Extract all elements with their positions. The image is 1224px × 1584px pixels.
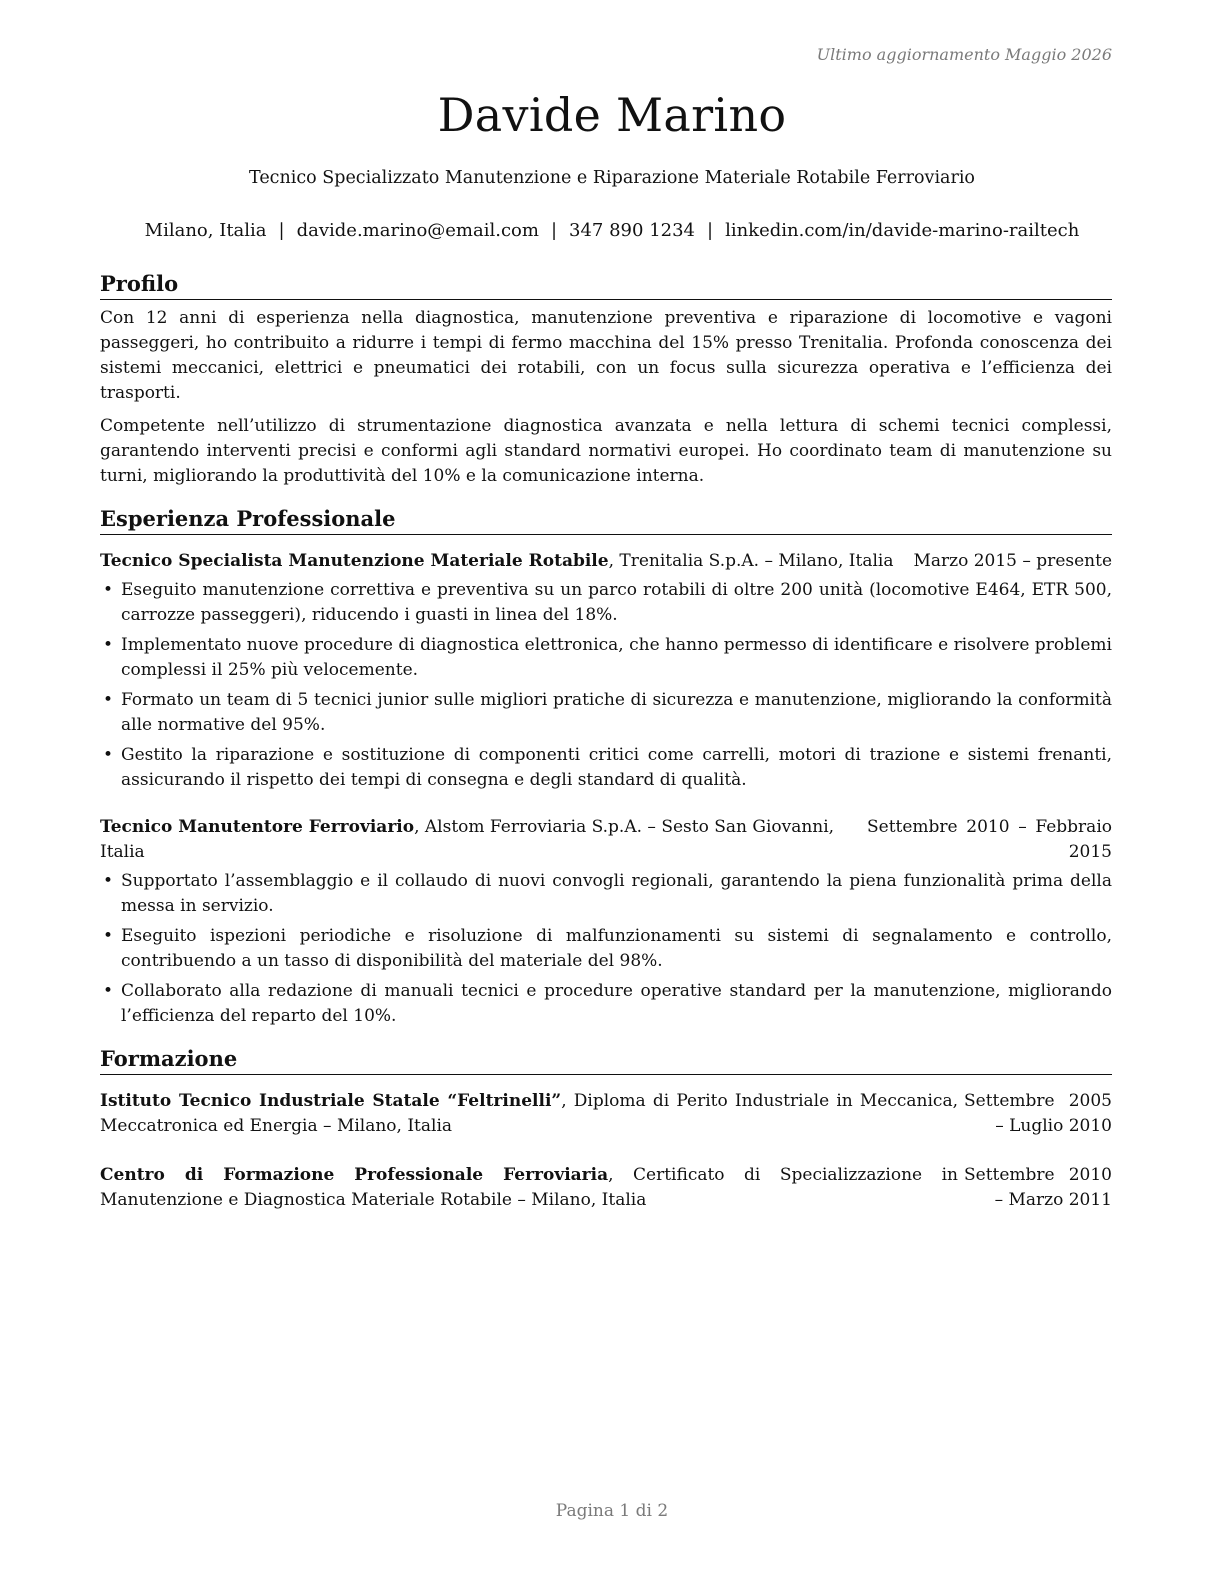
education-school: Istituto Tecnico Industriale Statale “Feltrinelli” xyxy=(100,1091,562,1111)
contact-location: Milano, Italia xyxy=(144,220,267,241)
page-number: Pagina 1 di 2 xyxy=(555,1501,669,1521)
job-entry xyxy=(100,549,1112,793)
education-description xyxy=(100,1163,958,1213)
education-dates: Settembre 2005 – Luglio 2010 xyxy=(964,1091,1112,1136)
education-detail: , Certificato di Specializzazione in Manutenzione e Diagnostica Materiale Rotabile – Milano, Italia xyxy=(100,1165,958,1210)
bullet-item: • Eseguito ispezioni periodiche e risoluzione di malfunzionamenti su sistemi di segnalamento e controllo, contribuendo a un tasso di disponibilità del materiale del 98%. xyxy=(100,924,1112,974)
contact-email[interactable]: davide.marino@email.com xyxy=(296,220,539,241)
job-title-line xyxy=(100,815,855,865)
job-title-line xyxy=(100,549,901,574)
job-company: , Alstom Ferroviaria S.p.A. – Sesto San Giovanni, Italia xyxy=(100,817,835,862)
job-role: Tecnico Manutentore Ferroviario xyxy=(100,817,415,837)
section-heading: Profilo xyxy=(100,270,1112,300)
job-bullets xyxy=(100,869,1112,1029)
job-bullets xyxy=(100,578,1112,793)
education-description xyxy=(100,1089,958,1139)
last-updated: Ultimo aggiornamento Maggio 2026 xyxy=(816,45,1112,64)
contact-line xyxy=(0,220,1224,241)
job-header xyxy=(100,549,1112,574)
bullet-item: • Implementato nuove procedure di diagnostica elettronica, che hanno permesso di identificare e risolvere problemi complessi il 25% più velocemente. xyxy=(100,633,1112,683)
education-school: Centro di Formazione Professionale Ferroviaria xyxy=(100,1165,609,1185)
section-heading: Esperienza Professionale xyxy=(100,505,1112,535)
separator: | xyxy=(550,220,558,241)
profile-section xyxy=(100,270,1112,489)
profile-paragraph: Con 12 anni di esperienza nella diagnostica, manutenzione preventiva e riparazione di locomotive e vagoni passeggeri, ho contribuito a ridurre i tempi di fermo macchina del 15% presso Trenitalia. Profonda conoscenza dei sistemi meccanici, elettrici e pneumatici dei rotabili, con un focus sulla sicurezza operativa e l’efficienza dei trasporti. xyxy=(100,308,1112,403)
bullet-item: • Gestito la riparazione e sostituzione di componenti critici come carrelli, motori di trazione e sistemi frenanti, assicurando il rispetto dei tempi di consegna e degli standard di qualità. xyxy=(100,743,1112,793)
education-dates: Settembre 2010 – Marzo 2011 xyxy=(964,1165,1112,1210)
headline: Tecnico Specializzato Manutenzione e Riparazione Materiale Rotabile Ferroviario xyxy=(249,168,975,188)
job-dates: Marzo 2015 – presente xyxy=(913,551,1112,571)
contact-linkedin[interactable]: linkedin.com/in/davide-marino-railtech xyxy=(725,220,1080,241)
profile-paragraph: Competente nell’utilizzo di strumentazione diagnostica avanzata e nella lettura di schemi tecnici complessi, garantendo interventi precisi e conformi agli standard normativi europei. Ho coordinato team di manutenzione su turni, migliorando la produttività del 10% e la comunicazione interna. xyxy=(100,416,1112,486)
candidate-name: Davide Marino xyxy=(437,88,787,142)
job-dates: Settembre 2010 – Febbraio 2015 xyxy=(867,817,1112,862)
bullet-item: • Eseguito manutenzione correttiva e preventiva su un parco rotabili di oltre 200 unità (locomotive E464, ETR 500, carrozze passeggeri), riducendo i guasti in linea del 18%. xyxy=(100,578,1112,628)
education-detail: , Diploma di Perito Industriale in Meccanica, Meccatronica ed Energia – Milano, Italia xyxy=(100,1091,958,1136)
bullet-item: • Supportato l’assemblaggio e il collaudo di nuovi convogli regionali, garantendo la piena funzionalità prima della messa in servizio. xyxy=(100,869,1112,919)
education-entry xyxy=(100,1089,1112,1139)
job-role: Tecnico Specialista Manutenzione Materiale Rotabile xyxy=(100,551,609,571)
education-section xyxy=(100,1045,1112,1213)
separator: | xyxy=(278,220,285,241)
contact-phone: 347 890 1234 xyxy=(569,220,695,241)
section-heading: Formazione xyxy=(100,1045,1112,1075)
resume-body xyxy=(100,270,1112,1213)
bullet-item: • Collaborato alla redazione di manuali tecnici e procedure operative standard per la manutenzione, migliorando l’efficienza del reparto del 10%. xyxy=(100,979,1112,1029)
job-entry xyxy=(100,815,1112,1029)
bullet-item: • Formato un team di 5 tecnici junior sulle migliori pratiche di sicurezza e manutenzione, migliorando la conformità alle normative del 95%. xyxy=(100,688,1112,738)
separator: | xyxy=(707,220,714,241)
job-header xyxy=(100,815,1112,865)
job-company: , Trenitalia S.p.A. – Milano, Italia xyxy=(608,551,894,571)
experience-section xyxy=(100,505,1112,1029)
education-entry xyxy=(100,1163,1112,1213)
